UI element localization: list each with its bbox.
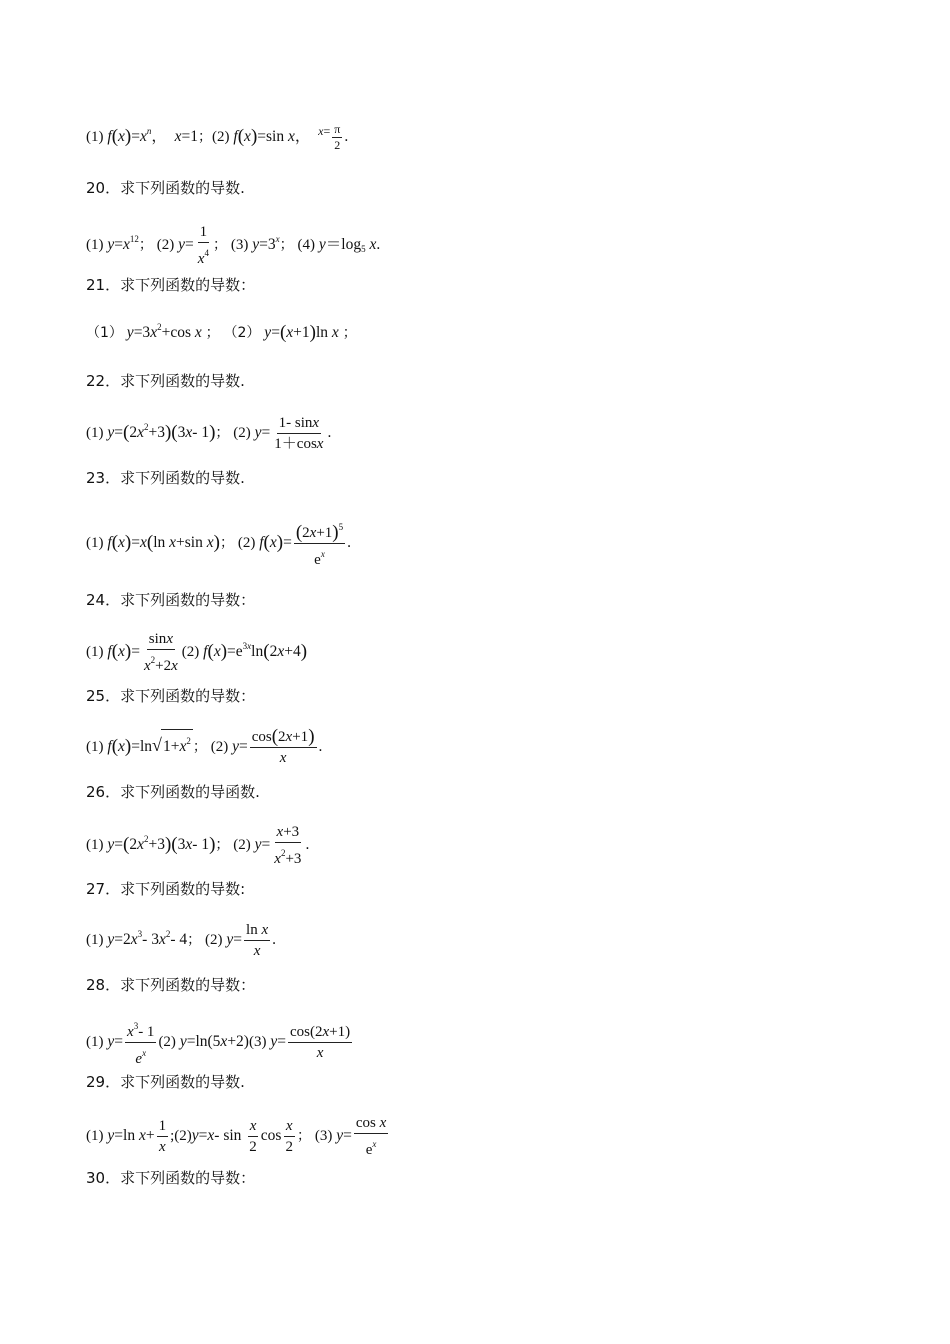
question-27-title: 27．求下列函数的导数: (86, 880, 246, 898)
question-26-title: 26．求下列函数的导函数. (86, 783, 260, 801)
cos-over-x-fraction-2: $\frac{\cos(2x+1)}{x}$ (289, 1024, 351, 1061)
sin-over-poly-fraction: $\frac{\sin x}{x^2+2x}$ (143, 631, 178, 674)
question-26-expressions: (1) $y=(2x^2+3)(3x-$ 1)； (2) y= $\frac{x+3}{x^2+3}$ . (86, 824, 310, 867)
question-22-title: 22．求下列函数的导数. (86, 372, 245, 390)
question-20-title: 20．求下列函数的导数. (86, 179, 245, 197)
question-24-expressions: (1) f(x)= $\frac{\sin x}{x^2+2x}$ (2) $f(x)=e^{3x}\ln(2x+4)$ (86, 631, 308, 674)
question-21-title: 21．求下列函数的导数： (86, 276, 256, 294)
question-20-expressions: (1) $y=x^{12}$； (2) y= $\frac{1}{x^4}$ ； (3) $y=3^x$； (4) $y=\log_5$ x. (86, 224, 381, 267)
question-28-title: 28．求下列函数的导数： (86, 976, 256, 994)
question-25-title: 25．求下列函数的导数： (86, 687, 256, 705)
question-22-expressions: (1) $y=(2x^2+3)(3x-$ 1)； (2) y= $\frac{1- \sin x}{1+\cos x}$ . (86, 415, 332, 452)
sin-cos-fraction: $\frac{1- \sin x}{1+\cos x}$ (274, 415, 324, 452)
pi-over-2-fraction: $\frac{\pi}{2}$ (334, 121, 341, 152)
cubic-over-exp-fraction: $\frac{x^3- 1}{e^x}$ (125, 1017, 156, 1068)
power-over-exp-fraction: $\frac{(2x+1)^5}{e^x}$ (294, 518, 345, 569)
one-over-x4-fraction: $\frac{1}{x^4}$ (197, 224, 209, 267)
question-23-expressions: (1) f(x)=x(ln x+sin x)； (2) f(x)= $\frac{(2x+1)^5}{e^x}$ . (86, 518, 351, 569)
question-21-expressions: （1） $y=3x^2+\cos$ x ； （2） y=(x+1)ln x ； (86, 322, 357, 343)
q19-line: (1) $f(x)=x^n$， x=1；(2) f(x)=sin x， $^{x=}$ $\frac{\pi}{2}$ . (86, 121, 349, 152)
question-24-title: 24．求下列函数的导数： (86, 591, 256, 609)
lnx-over-x-fraction: $\frac{\text{ln x}}{x}$ (246, 922, 269, 959)
question-25-expressions: (1) $f(x)=\ln√1+x^2$ ； (2) y= $\frac{\cos(2x+1)}{x}$ . (86, 726, 323, 766)
question-29-expressions: (1) y=ln x+ $\frac{1}{x}$ ;(2)y=x- sin $\frac{x}{2}$ cos $\frac{x}{2}$ ； (3) y= $\frac{\text{cos x}}{e^x}$ (86, 1115, 387, 1158)
question-29-title: 29．求下列函数的导数. (86, 1073, 245, 1091)
cos-over-exp-fraction: $\frac{\text{cos x}}{e^x}$ (355, 1115, 387, 1158)
question-30-title: 30．求下列函数的导数： (86, 1169, 256, 1187)
rational-fraction: $\frac{x+3}{x^2+3}$ (274, 824, 302, 867)
question-28-expressions: (1) y= $\frac{x^3- 1}{e^x}$ (2) y=ln(5x+2)(3) y= $\frac{\cos(2x+1)}{x}$ (86, 1017, 354, 1068)
question-27-expressions: (1) $y=2x^3-$ $3x^2-$ 4； (2) y= $\frac{\text{ln x}}{x}$ . (86, 922, 276, 959)
cos-over-x-fraction: $\frac{\cos(2x+1)}{x}$ (251, 726, 315, 766)
question-23-title: 23．求下列函数的导数. (86, 469, 245, 487)
